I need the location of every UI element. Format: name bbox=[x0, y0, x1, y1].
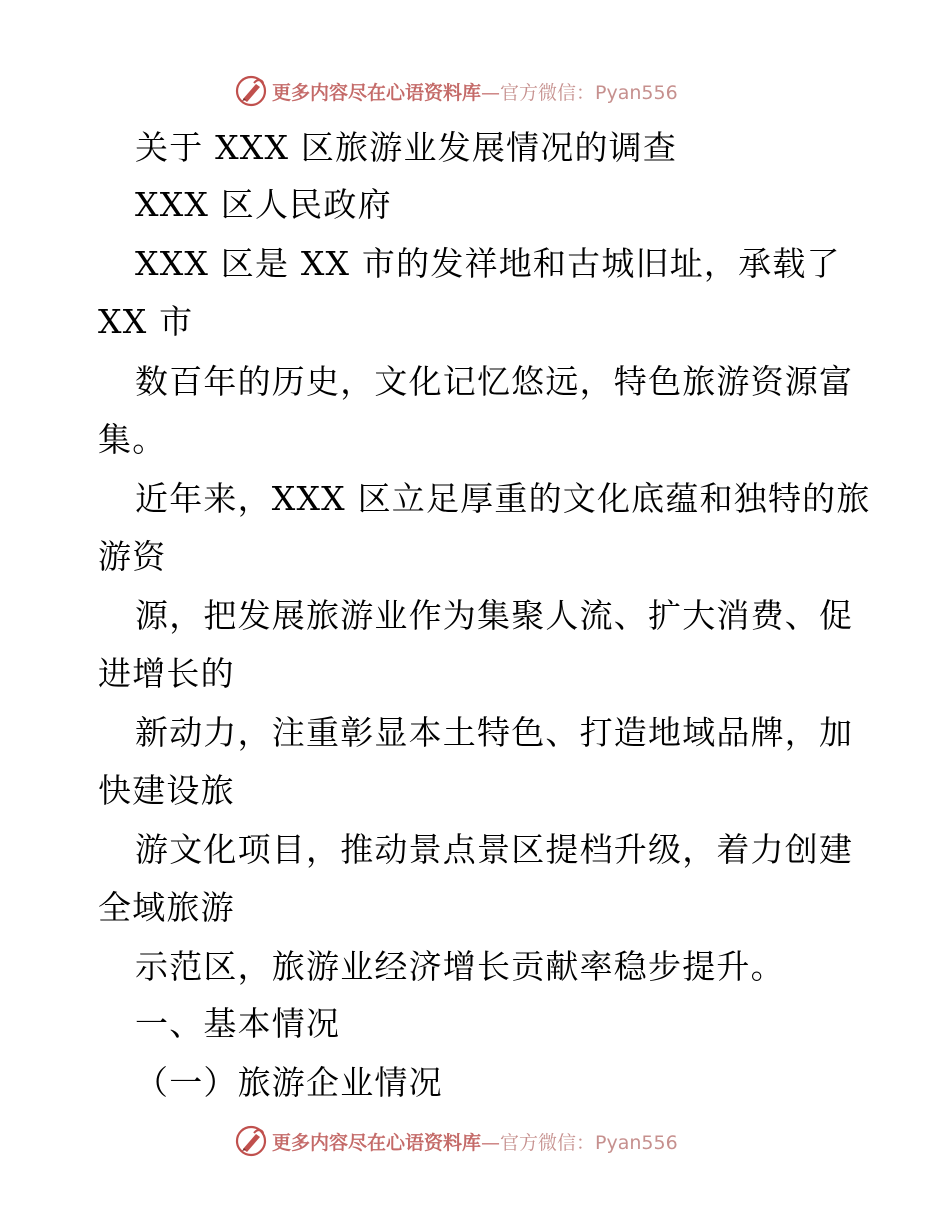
watermark-text bbox=[272, 78, 678, 105]
paragraph-line: 源，把发展旅游业作为集聚人流、扩大消费、促 bbox=[135, 596, 854, 635]
paragraph-line: 近年来，XXX 区立足厚重的文化底蕴和独特的旅 bbox=[135, 479, 871, 518]
footer-watermark bbox=[234, 1124, 678, 1158]
subsection-heading: （一）旅游企业情况 bbox=[135, 1063, 443, 1102]
paragraph-line: 全域旅游 bbox=[98, 888, 235, 927]
header-watermark bbox=[234, 74, 678, 108]
paragraph-line: 游资 bbox=[98, 537, 167, 576]
watermark-dash: — bbox=[481, 81, 501, 104]
document-author: XXX 区人民政府 bbox=[135, 185, 392, 224]
paragraph-line: 数百年的历史，文化记忆悠远，特色旅游资源富 bbox=[135, 362, 854, 401]
pen-logo-icon bbox=[234, 74, 268, 108]
paragraph-line: XXX 区是 XX 市的发祥地和古城旧址，承载了 bbox=[135, 244, 841, 283]
watermark-wechat-id: Pyan556 bbox=[595, 1131, 678, 1154]
paragraph-line: 集。 bbox=[98, 420, 167, 459]
watermark-wechat-label: 官方微信： bbox=[500, 1131, 596, 1154]
watermark-brand: 更多内容尽在心语资料库 bbox=[272, 81, 482, 104]
watermark-brand: 更多内容尽在心语资料库 bbox=[272, 1131, 482, 1154]
paragraph-line: 进增长的 bbox=[98, 654, 235, 693]
watermark-wechat-id: Pyan556 bbox=[595, 81, 678, 104]
watermark-wechat-label: 官方微信： bbox=[500, 81, 596, 104]
paragraph-line: 快建设旅 bbox=[98, 771, 235, 810]
document-title: 关于 XXX 区旅游业发展情况的调查 bbox=[135, 128, 678, 167]
watermark-dash: — bbox=[481, 1131, 501, 1154]
pen-logo-icon bbox=[234, 1124, 268, 1158]
paragraph-line: 游文化项目，推动景点景区提档升级，着力创建 bbox=[135, 830, 854, 869]
section-heading: 一、基本情况 bbox=[135, 1004, 341, 1043]
paragraph-line: 新动力，注重彰显本土特色、打造地域品牌，加 bbox=[135, 713, 854, 752]
paragraph-line: XX 市 bbox=[98, 302, 194, 341]
watermark-text bbox=[272, 1128, 678, 1155]
paragraph-line: 示范区，旅游业经济增长贡献率稳步提升。 bbox=[135, 947, 785, 986]
